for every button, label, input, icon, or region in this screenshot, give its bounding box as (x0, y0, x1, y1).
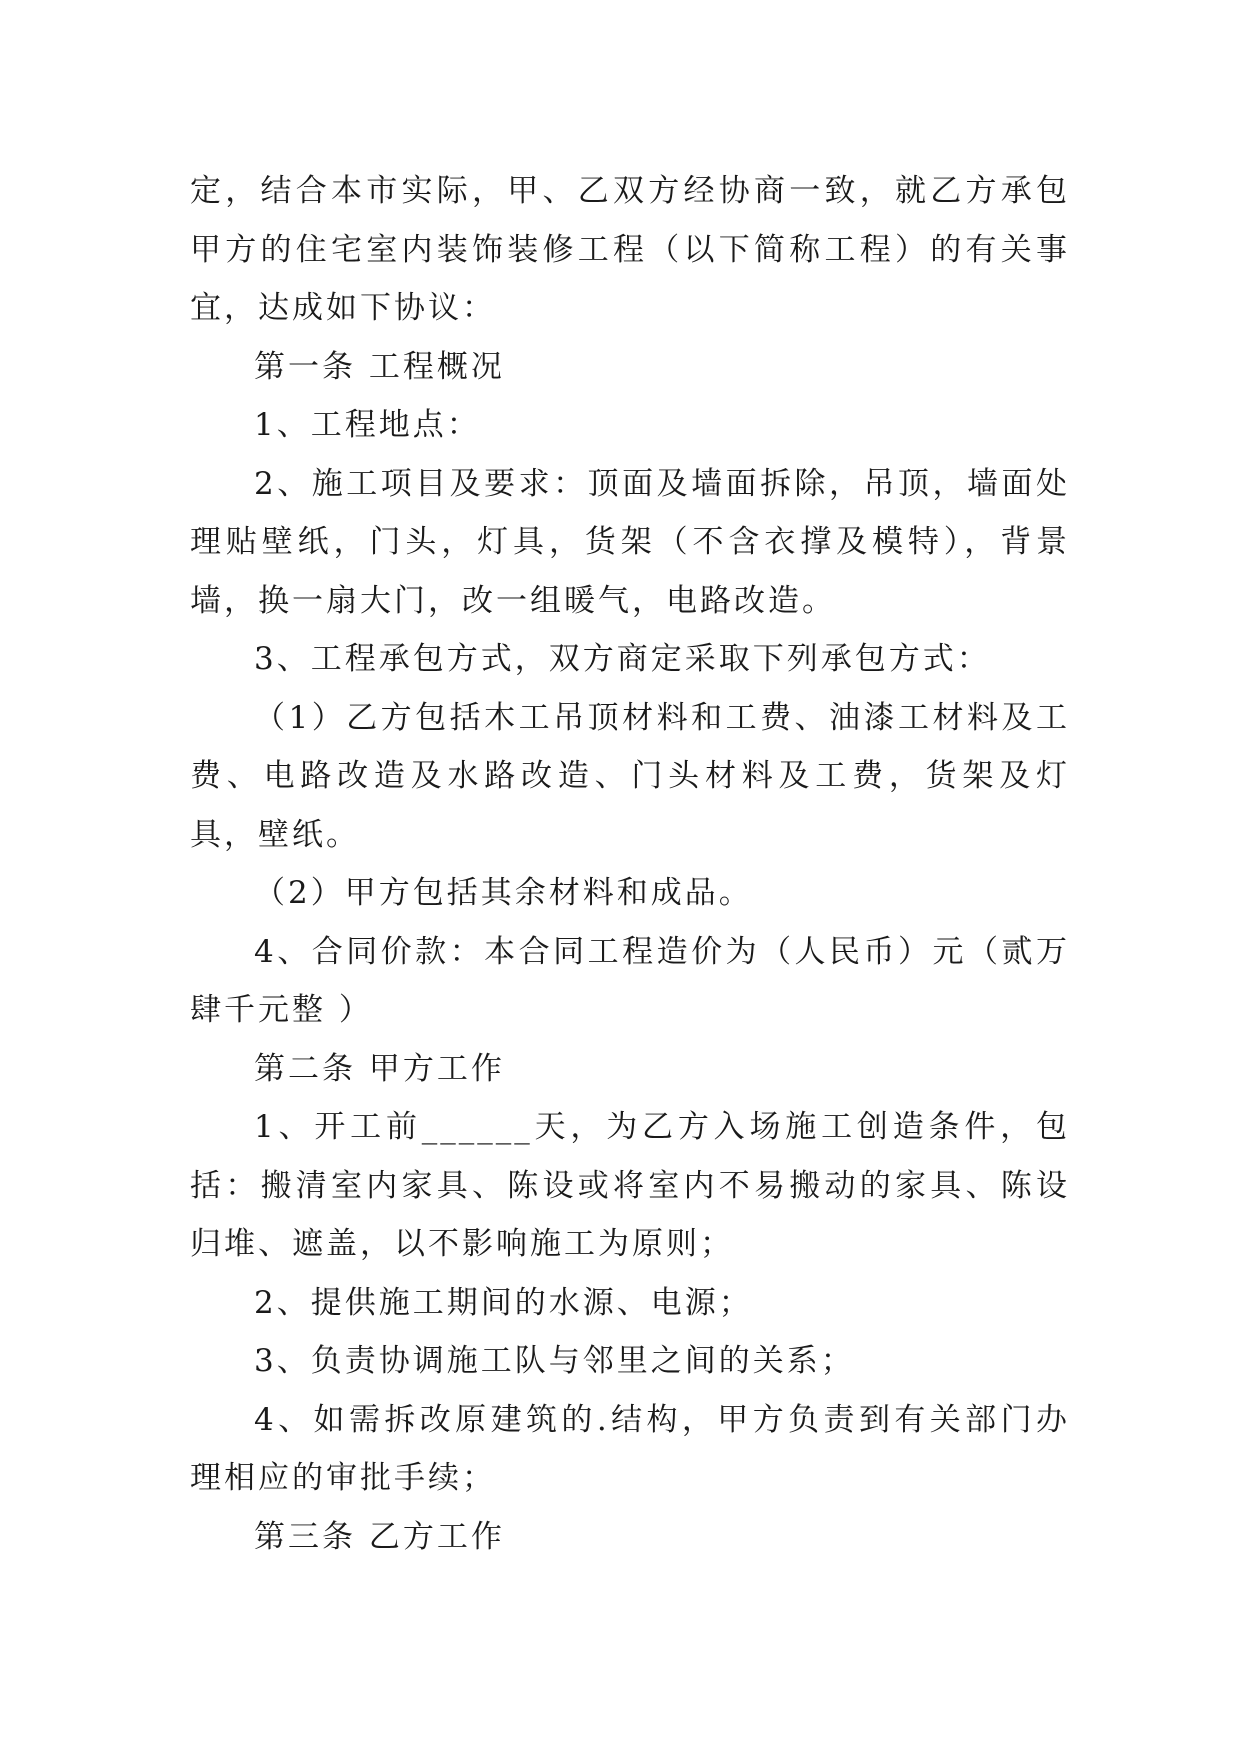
paragraph-item: 3、工程承包方式，双方商定采取下列承包方式： (254, 641, 991, 677)
paragraph-subitem: （2）甲方包括其余材料和成品。 (254, 875, 753, 911)
contract-body (190, 162, 1070, 1566)
section-heading-1: 第一条 工程概况 (254, 348, 505, 385)
paragraph-item: 4、合同价款：本合同工程造价为（人民币）元（贰万肆千元整 ） (190, 933, 1070, 1028)
paragraph-item: 1、开工前______天，为乙方入场施工创造条件，包括：搬清室内家具、陈设或将室内不易搬动的家具、陈设归堆、遮盖，以不影响施工为原则； (190, 1109, 1070, 1262)
section-heading-2: 第二条 甲方工作 (254, 1050, 505, 1087)
paragraph-item: 4、如需拆改原建筑的.结构，甲方负责到有关部门办理相应的审批手续； (190, 1401, 1070, 1496)
paragraph-item: 3、负责协调施工队与邻里之间的关系； (254, 1343, 855, 1379)
paragraph-subitem: （1）乙方包括木工吊顶材料和工费、油漆工材料及工费、电路改造及水路改造、门头材料及工费，货架及灯具，壁纸。 (190, 699, 1070, 853)
paragraph-item: 1、工程地点： (254, 407, 481, 443)
section-heading-3: 第三条 乙方工作 (254, 1518, 505, 1555)
paragraph-item: 2、施工项目及要求：顶面及墙面拆除，吊顶，墙面处理贴壁纸，门头，灯具，货架（不含衣撑及模特），背景墙，换一扇大门，改一组暖气，电路改造。 (190, 465, 1070, 619)
paragraph-intro: 定，结合本市实际，甲、乙双方经协商一致，就乙方承包甲方的住宅室内装饰装修工程（以下简称工程）的有关事宜，达成如下协议： (190, 173, 1070, 326)
paragraph-item: 2、提供施工期间的水源、电源； (254, 1284, 753, 1321)
